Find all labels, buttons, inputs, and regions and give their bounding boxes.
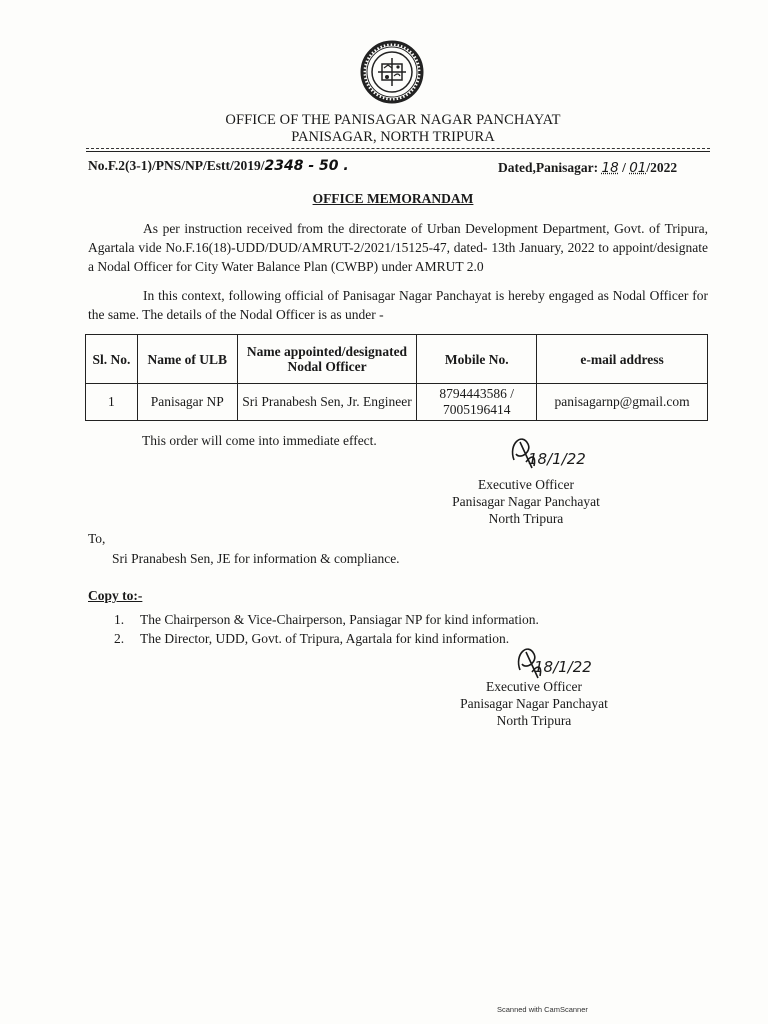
list-item-text: The Chairperson & Vice-Chairperson, Pansiagar NP for kind information. [140,612,539,627]
cell-nodal-officer: Sri Pranabesh Sen, Jr. Engineer [237,384,417,421]
signature-2-location: North Tripura [496,713,572,728]
date-month: 01 [629,160,647,176]
signature-block-1 [436,476,616,527]
list-item [114,629,539,648]
cell-ulb: Panisagar NP [137,384,237,421]
memo-paragraph-2 [88,286,708,324]
list-item-number: 2. [114,631,125,646]
copy-to-label: Copy to:- [88,588,143,603]
date-year: /2022 [646,160,678,175]
signature-block-2 [444,678,624,729]
signature-1-location: North Tripura [488,511,564,526]
to-label: To, [88,531,106,546]
signature-date-2: 18/1/22 [534,658,592,676]
table-header-row [86,335,708,384]
header-name-of-ulb: Name of ULB [137,335,237,384]
list-item [114,610,539,629]
office-title: OFFICE OF THE PANISAGAR NAGAR PANCHAYAT [225,112,561,128]
signature-date-1: 18/1/22 [528,450,586,468]
to-recipient: Sri Pranabesh Sen, JE for information & compliance. [112,551,400,566]
reference-number-handwritten: 2348 - 50 . [264,158,349,174]
header-nodal-officer: Name appointed/designated Nodal Officer [237,335,417,384]
list-item-number: 1. [114,612,125,627]
header-divider-dashed [86,148,710,149]
header-mobile-no: Mobile No. [417,335,537,384]
signature-1-office: Panisagar Nagar Panchayat [452,494,600,509]
memo-heading: OFFICE MEMORANDAM [312,191,474,206]
nodal-officer-table [85,334,708,421]
signature-2-office: Panisagar Nagar Panchayat [460,696,608,711]
cell-mobile: 8794443586 / 7005196414 [417,384,537,421]
date-day: 18 [601,160,619,176]
memo-paragraph-2-text: In this context, following official of Panisagar Nagar Panchayat is hereby engaged as Nodal Officer for the same. The details of the Nodal Officer is as under - [88,288,708,322]
office-subtitle: PANISAGAR, NORTH TRIPURA [291,129,495,145]
list-item-text: The Director, UDD, Govt. of Tripura, Agartala for kind information. [140,631,510,646]
effect-statement: This order will come into immediate effect. [142,433,377,448]
panchayat-seal-icon [360,40,424,104]
table-row [86,384,708,421]
reference-number [88,158,349,174]
copy-to-list [114,610,539,648]
dated-label: Dated,Panisagar: [498,160,599,175]
memo-date: Dated,Panisagar: 18 / 01/2022 [498,160,678,176]
header-divider-solid [86,151,710,152]
reference-number-printed: No.F.2(3-1)/PNS/NP/Estt/2019/ [88,158,265,173]
signature-2-designation: Executive Officer [485,679,583,694]
scanner-watermark: Scanned with CamScanner [497,1005,588,1014]
cell-sl-no: 1 [86,384,138,421]
memo-paragraph-1 [88,219,708,276]
header-email: e-mail address [537,335,708,384]
cell-email: panisagarnp@gmail.com [537,384,708,421]
header-sl-no: Sl. No. [86,335,138,384]
memo-paragraph-1-text: As per instruction received from the directorate of Urban Development Department, Govt. of Tripura, Agartala vide No.F.16(18)-UDD/DUD/AMRUT-2/2021/15125-47, dated- 13th January, 2022 to appoint/designate a Nodal Officer for City Water Balance Plan (CWBP) under AMRUT 2.0 [88,221,708,274]
signature-1-designation: Executive Officer [477,477,575,492]
